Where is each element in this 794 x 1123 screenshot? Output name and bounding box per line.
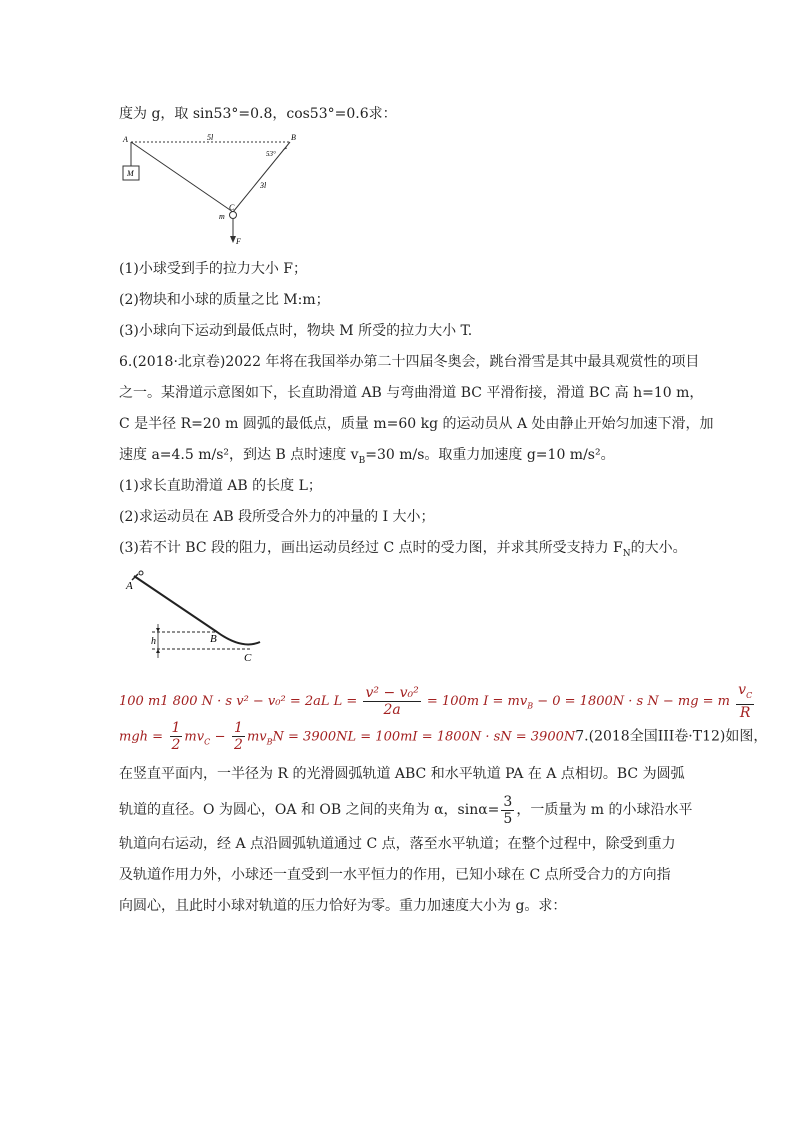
problem-7-line-3	[119, 792, 693, 828]
subscript-b: B	[358, 455, 366, 466]
problem-7-line-4: 轨道向右运动，经 A 点沿圆弧轨道通过 C 点，落至水平轨道；在整个过程中，除受到重力	[119, 836, 676, 852]
text-segment: ，一质量为 m 的小球沿水平	[516, 802, 693, 818]
answer-segment: = 100m	[426, 693, 480, 709]
problem-7-line-5: 及轨道作用力外，小球还一直受到一水平恒力的作用，已知小球在 C 点所受合力的方向指	[119, 867, 671, 883]
text-segment: 的大小。	[630, 540, 687, 556]
fraction-3-5: $\frac{3}{5}$	[503, 793, 513, 827]
string-ac	[131, 142, 233, 212]
answer-segment: mv	[184, 729, 205, 745]
text-segment: 轨道的直径。O 为圆心，OA 和 OB 之间的夹角为 α，sinα=	[119, 802, 500, 818]
sub-question-3	[119, 538, 687, 564]
answer-segment: N − mg = m	[647, 693, 731, 709]
ball-c	[230, 212, 237, 219]
label-b: B	[210, 633, 217, 645]
text-segment: =30 m/s。取重力加速度 g=10 m/s²。	[365, 447, 615, 463]
skier-head-icon	[139, 571, 143, 575]
problem-6-line-3: C 是半径 R=20 m 圆弧的最低点，质量 m=60 kg 的运动员从 A 处由静止开始匀加速下滑，加	[119, 416, 714, 432]
answer-line-1: 100 m1 800 N · s v² − v₀² = 2aL L = $\frac{\text{v² − v₀²}}{2a}$ = 100m $I = mv_B - 0 = 1800N \cdot s$ N − mg = m $\frac{v_C}{R}$	[119, 682, 753, 721]
question-2: (2)物块和小球的质量之比 M:m；	[119, 292, 330, 308]
problem-7-start: 7.(2018全国III卷·T12)如图，	[575, 728, 768, 745]
text-segment: (3)若不计 BC 段的阻力，画出运动员经过 C 点时的受力图，并求其所受支持力 F	[119, 540, 623, 556]
sub-question-1: (1)求长直助滑道 AB 的长度 L；	[119, 478, 322, 494]
sub-question-2: (2)求运动员在 AB 段所受合外力的冲量的 I 大小；	[119, 509, 435, 525]
answer-segment: − 0 = 1800N · s	[537, 693, 644, 709]
slope-curve	[134, 576, 260, 644]
answer-segment: N = 3900NL = 100mI = 1800N · sN = 3900N	[272, 729, 576, 745]
subscript-n: N	[622, 548, 631, 559]
label-ball-m: m	[219, 212, 225, 221]
fraction-half: $\frac{1}{2}$	[234, 720, 243, 753]
answer-segment: mgh =	[119, 729, 164, 745]
question-1: (1)小球受到手的拉力大小 F；	[119, 261, 307, 277]
problem-6-line-2: 之一。某滑道示意图如下，长直助滑道 AB 与弯曲滑道 BC 平滑衔接，滑道 BC 高 h=10 m，	[119, 385, 704, 401]
fraction-half: $\frac{1}{2}$	[171, 720, 181, 753]
text-line-intro: 度为 g，取 sin53°=0.8，cos53°=0.6求：	[119, 106, 397, 122]
label-c: C	[244, 652, 252, 664]
label-3l: 3l	[260, 181, 267, 190]
arrow-down-icon	[156, 628, 160, 632]
answer-segment: v² − v₀² = 2aL	[236, 693, 330, 709]
fraction: $\frac{\text{v² − v₀²}}{2a}$	[365, 684, 419, 718]
answer-segment: L =	[333, 693, 358, 709]
answer-segment: −	[214, 729, 226, 745]
answer-segment: 100 m1 800 N · s	[119, 693, 233, 709]
arrow-up-icon	[156, 649, 160, 653]
label-f: F	[236, 237, 241, 246]
answer-segment: mv	[246, 729, 267, 745]
answer-segment: I = mv	[483, 693, 528, 709]
text-segment: 速度 a=4.5 m/s²，到达 B 点时速度 v	[119, 447, 359, 463]
problem-6-line-4	[119, 445, 615, 471]
question-3: (3)小球向下运动到最低点时，物块 M 所受的拉力大小 T.	[119, 323, 473, 339]
label-c: C	[229, 203, 235, 212]
problem-6-line-1: 6.(2018·北京卷)2022 年将在我国举办第二十四届冬奥会，跳台滑雪是其中最具观赏性的项目	[119, 354, 700, 370]
label-b: B	[291, 133, 296, 142]
label-a: A	[123, 135, 128, 144]
fraction: $\frac{v_C}{R}$	[738, 682, 753, 721]
figure-ski-slope	[122, 566, 282, 666]
label-53deg: 53°	[266, 150, 276, 158]
problem-7-line-2: 在竖直平面内，一半径为 R 的光滑圆弧轨道 ABC 和水平轨道 PA 在 A 点相切。BC 为圆弧	[119, 766, 685, 782]
problem-7-line-6: 向圆心，且此时小球对轨道的压力恰好为零。重力加速度大小为 g。求：	[119, 898, 567, 914]
angle-arc	[283, 148, 287, 150]
label-block-m: M	[127, 169, 134, 178]
label-5l: 5l	[207, 133, 214, 142]
string-bc	[233, 142, 290, 212]
label-a: A	[126, 580, 133, 592]
label-h: h	[151, 636, 156, 647]
answer-line-2: mgh = $\frac{1}{2}$ $mv_C$ − $\frac{1}{2}$ $mv_BN = 3900NL = 100mI = 1800N$ · sN = 3900N7.(2018全国III卷·T12)如图，	[119, 720, 768, 753]
figure-triangle-pulley	[115, 130, 305, 250]
